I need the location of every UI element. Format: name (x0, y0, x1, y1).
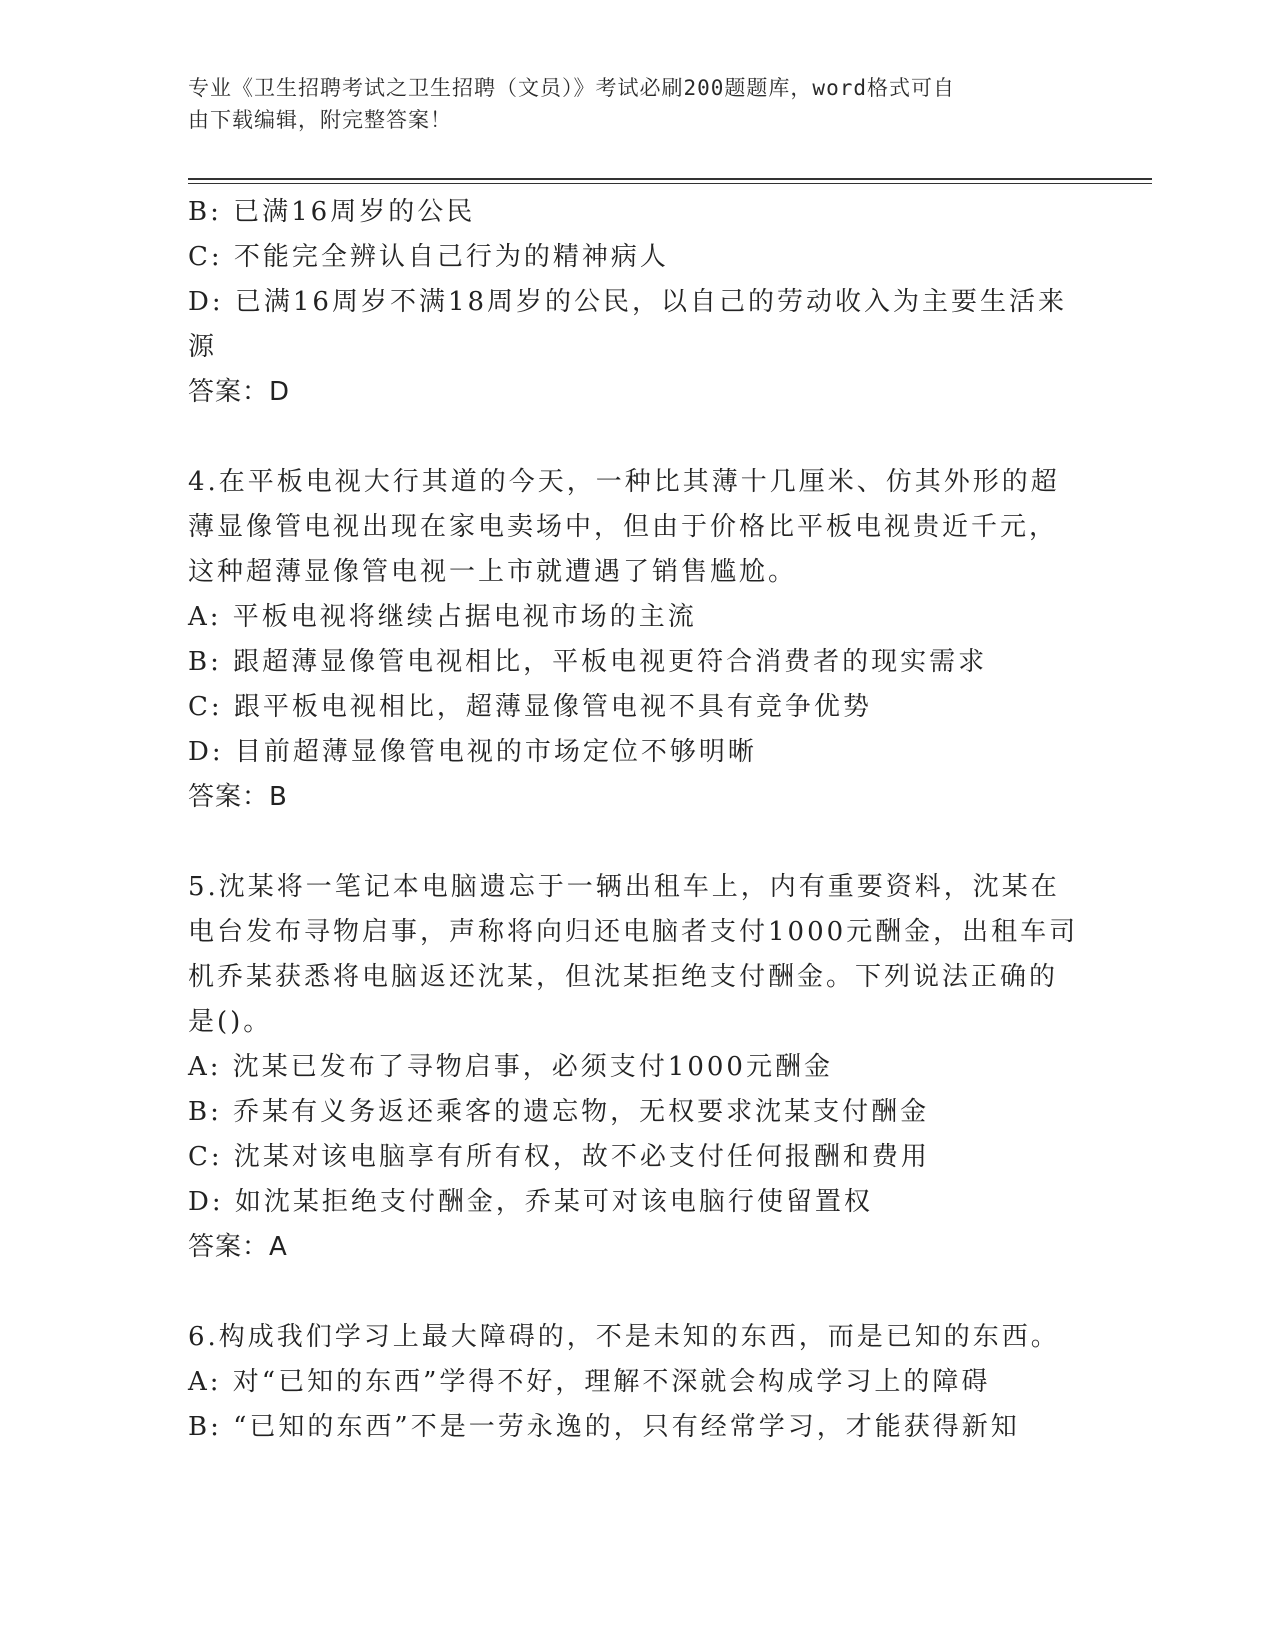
option-c: C: 跟平板电视相比，超薄显像管电视不具有竞争优势 (188, 692, 872, 722)
option-d: D: 目前超薄显像管电视的市场定位不够明晰 (188, 737, 757, 767)
document-body (188, 190, 1088, 1450)
option-b: B: 乔某有义务返还乘客的遗忘物，无权要求沈某支付酬金 (188, 1097, 930, 1127)
header-line-1: 专业《卫生招聘考试之卫生招聘（文员）》考试必刷200题题库，word格式可自 (188, 76, 955, 100)
answer-label: 答案：A (188, 1232, 288, 1262)
question-stem-line: 4.在平板电视大行其道的今天，一种比其薄十几厘米、仿其外形的超 (188, 467, 1060, 497)
question-stem-line: 电台发布寻物启事，声称将向归还电脑者支付1000元酬金，出租车司 (188, 917, 1079, 947)
option-c: C: 沈某对该电脑享有所有权，故不必支付任何报酬和费用 (188, 1142, 930, 1172)
answer-label: 答案：B (188, 782, 288, 812)
question-stem-line: 5.沈某将一笔记本电脑遗忘于一辆出租车上，内有重要资料，沈某在 (188, 872, 1060, 902)
option-c: C: 不能完全辨认自己行为的精神病人 (188, 242, 669, 272)
question-block-6 (188, 1315, 1088, 1450)
option-b: B: 已满16周岁的公民 (188, 197, 476, 227)
question-block-3 (188, 190, 1088, 415)
question-stem-line: 机乔某获悉将电脑返还沈某，但沈某拒绝支付酬金。下列说法正确的 (188, 962, 1059, 992)
option-d-continued: 源 (188, 332, 218, 362)
header-line-2: 由下载编辑，附完整答案！ (188, 108, 452, 132)
option-b: B: 跟超薄显像管电视相比，平板电视更符合消费者的现实需求 (188, 647, 988, 677)
option-b: B: “已知的东西”不是一劳永逸的，只有经常学习，才能获得新知 (188, 1412, 1020, 1442)
option-a: A: 对“已知的东西”学得不好，理解不深就会构成学习上的障碍 (188, 1367, 991, 1397)
question-block-4 (188, 460, 1088, 820)
header-divider-thick (188, 178, 1152, 180)
question-stem-line: 薄显像管电视出现在家电卖场中，但由于价格比平板电视贵近千元， (188, 512, 1059, 542)
option-d: D: 如沈某拒绝支付酬金，乔某可对该电脑行使留置权 (188, 1187, 873, 1217)
document-header (188, 72, 1068, 136)
answer-label: 答案：D (188, 377, 291, 407)
question-stem-line: 这种超薄显像管电视一上市就遭遇了销售尴尬。 (188, 557, 798, 587)
question-stem-line: 6.构成我们学习上最大障碍的，不是未知的东西，而是已知的东西。 (188, 1322, 1060, 1352)
option-d: D: 已满16周岁不满18周岁的公民，以自己的劳动收入为主要生活来 (188, 287, 1068, 317)
question-block-5 (188, 865, 1088, 1270)
option-a: A: 沈某已发布了寻物启事，必须支付1000元酬金 (188, 1052, 833, 1082)
question-stem-line: 是()。 (188, 1007, 273, 1037)
header-divider-thin (188, 183, 1152, 184)
option-a: A: 平板电视将继续占据电视市场的主流 (188, 602, 697, 632)
